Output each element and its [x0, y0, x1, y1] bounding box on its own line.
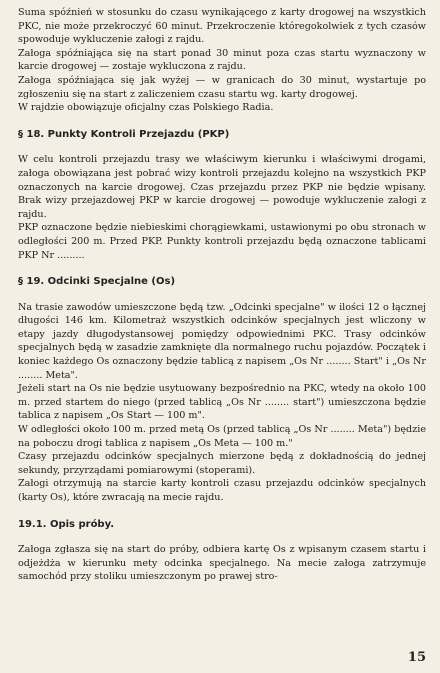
paragraph: Załoga zgłasza się na start do próby, odbiera kartę Os z wpisanym czasem startu i odjeżdża w kierunku mety odcinka specjalnego. Na mecie załoga zatrzymuje samochód przy stoliku umieszczonym po prawej stro- — [18, 544, 426, 583]
paragraph: PKP oznaczone będzie niebieskimi chorągiewkami, ustawionymi po obu stronach w odległości 200 m. Przed PKP. Punkty kontroli przejazdu będą oznaczone tablicami PKP Nr ......... — [18, 222, 426, 261]
paragraph: Załogi otrzymują na starcie karty kontroli czasu przejazdu odcinków specjalnych (karty Os), które zwracają na mecie rajdu. — [18, 478, 426, 503]
intro-block — [18, 6, 426, 115]
paragraph: W rajdzie obowiązuje oficjalny czas Polskiego Radia. — [18, 102, 274, 114]
paragraph: Na trasie zawodów umieszczone będą tzw. „Odcinki specjalne" w ilości 12 o łącznej długości 146 km. Kilometraż wszystkich odcinków specjalnych jest wliczony w etapy jazdy długodystansowej pomiędzy odpowiednimi PKC. Trasy odcinków specjalnych będą w zasadzie zamknięte dla normalnego ruchu pojazdów. Początek i koniec każdego Os oznaczony będzie tablicą z napisem „Os Nr ........ Start" i „Os Nr ........ Meta". — [18, 301, 426, 381]
paragraph: Czasy przejazdu odcinków specjalnych mierzone będą z dokładnością do jednej sekundy, przyrządami pomiarowymi (stoperami). — [18, 451, 426, 476]
section-18-heading: § 18. Punkty Kontroli Przejazdu (PKP) — [18, 128, 230, 140]
section-18-body — [18, 153, 426, 262]
paragraph: W celu kontroli przejazdu trasy we właściwym kierunku i właściwymi drogami, załoga obowiązana jest pobrać wizy kontroli przejazdu kolejno na wszystkich PKP oznaczonych na karcie drogowej. Czas przejazdu przez PKP nie będzie wpisany. Brak wizy przejazdowej PKP w karcie drogowej — powoduje wykluczenie załogi z rajdu. — [18, 154, 426, 220]
section-19-heading: § 19. Odcinki Specjalne (Os) — [18, 276, 176, 288]
paragraph: Załoga spóźniająca się jak wyżej — w granicach do 30 minut, wystartuje po zgłoszeniu się na start z zaliczeniem czasu startu wg. karty drogowej. — [18, 74, 426, 100]
paragraph: W odległości około 100 m. przed metą Os (przed tablicą „Os Nr ........ Meta") będzie na poboczu drogi tablica z napisem „Os Meta — 100 m." — [18, 424, 426, 449]
section-19-body — [18, 301, 426, 505]
section-19-1-heading: 19.1. Opis próby. — [18, 518, 114, 530]
paragraph: Jeżeli start na Os nie będzie usytuowany bezpośrednio na PKC, wtedy na około 100 m. przed startem do niego (przed tablicą „Os Nr ........ start") umieszczona będzie tablica z napisem „Os Start — 100 m". — [18, 383, 426, 422]
page-content — [18, 6, 426, 584]
section-19-1-body — [18, 543, 426, 584]
page-number: 15 — [407, 650, 426, 665]
paragraph: Suma spóźnień w stosunku do czasu wynikającego z karty drogowej na wszystkich PKC, nie może przekroczyć 60 minut. Przekroczenie któregokolwiek z tych czasów spowoduje wykluczenie załogi z rajdu. — [18, 7, 426, 46]
paragraph: Załoga spóźniająca się na start ponad 30 minut poza czas startu wyznaczony w karcie drogowej — zostaje wykluczona z rajdu. — [18, 47, 426, 73]
